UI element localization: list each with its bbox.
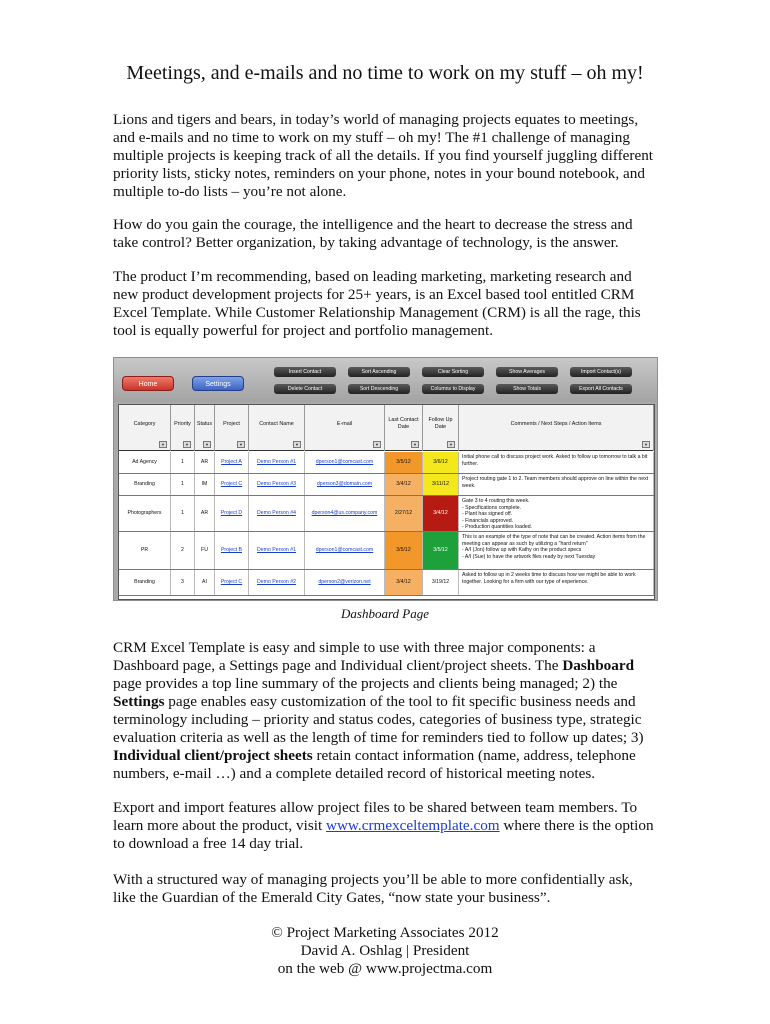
table-cell: 3/5/12 bbox=[423, 532, 459, 569]
table-row[interactable] bbox=[119, 532, 654, 570]
table-cell[interactable]: Demo Person #1 bbox=[249, 452, 305, 473]
filter-dropdown-icon[interactable]: ▼ bbox=[183, 441, 191, 448]
table-cell: 2/27/12 bbox=[385, 496, 423, 531]
components-paragraph: CRM Excel Template is easy and simple to use with three major components: a Dashboard page, a Settings page and Individual client/project sheets. The Dashboard page provides a top line summary of the projects and clients being managed; 2) the Settings page enables easy customization of the tool to fit specific business needs and terminology including – priority and status codes, categories of business type, strategic evaluation criteria as well as the length of time for reminders tied to follow up dates; 3) Individual client/project sheets retain contact information (name, address, telephone numbers, e-mail …) and a complete detailed record of historical meeting notes. bbox=[113, 639, 644, 782]
table-cell[interactable]: dperson1@comcast.com bbox=[305, 532, 385, 569]
table-cell[interactable]: Project C bbox=[215, 570, 249, 595]
table-cell: 3/5/12 bbox=[385, 452, 423, 473]
table-cell: Ad Agency bbox=[119, 452, 171, 473]
table-cell: Initial phone call to discuss project work. Asked to follow up tomorrow to talk a bit further. bbox=[459, 452, 654, 473]
dashboard-toolbar bbox=[114, 358, 658, 402]
contacts-table bbox=[118, 404, 655, 600]
dashboard-screenshot bbox=[113, 357, 658, 601]
closing-paragraph: With a structured way of managing projects you’ll be able to more confidentially ask, like the Guardian of the Emerald City Gates, “now state your business”. bbox=[113, 871, 633, 906]
column-header: Contact Name ▼ bbox=[249, 405, 305, 451]
filter-dropdown-icon[interactable]: ▼ bbox=[159, 441, 167, 448]
footer bbox=[0, 924, 770, 978]
filter-dropdown-icon[interactable]: ▼ bbox=[447, 441, 455, 448]
column-header: Category ▼ bbox=[119, 405, 171, 451]
table-cell: AR bbox=[195, 496, 215, 531]
table-cell[interactable]: Project B bbox=[215, 532, 249, 569]
table-cell[interactable]: dperson3@domain.com bbox=[305, 474, 385, 495]
table-row[interactable] bbox=[119, 496, 654, 532]
toolbar-button-columns-to-display[interactable]: Columns to Display bbox=[422, 384, 484, 394]
settings-button[interactable]: Settings bbox=[192, 376, 244, 391]
table-cell: AR bbox=[195, 452, 215, 473]
question-paragraph: How do you gain the courage, the intelligence and the heart to decrease the stress and take control? Better organization, by taking advantage of technology, is the answer. bbox=[113, 216, 633, 251]
table-cell: Gate 3 to 4 routing this week. - Specifications complete. - Plant has signed off. - Financials approved. - Production quantities loaded. bbox=[459, 496, 654, 531]
table-cell[interactable]: Demo Person #1 bbox=[249, 532, 305, 569]
home-button[interactable]: Home bbox=[122, 376, 174, 391]
toolbar-button-import-contact-s[interactable]: Import Contact(s) bbox=[570, 367, 632, 377]
table-cell[interactable]: Project A bbox=[215, 452, 249, 473]
copyright-line: © Project Marketing Associates 2012 bbox=[271, 924, 499, 941]
table-cell: IM bbox=[195, 474, 215, 495]
product-paragraph: The product I’m recommending, based on leading marketing, marketing research and new product development projects for 25+ years, is an Excel based tool entitled CRM Excel Template. While Customer Relationship Management (CRM) is all the rage, this tool is equally powerful for project and portfolio management. bbox=[113, 268, 641, 339]
toolbar-button-export-all-contacts[interactable]: Export All Contacts bbox=[570, 384, 632, 394]
table-cell: PR bbox=[119, 532, 171, 569]
filter-dropdown-icon[interactable]: ▼ bbox=[293, 441, 301, 448]
table-cell: 3/5/12 bbox=[385, 532, 423, 569]
author-line: David A. Oshlag | President bbox=[300, 942, 470, 959]
table-cell[interactable]: Demo Person #2 bbox=[249, 570, 305, 595]
table-cell: FU bbox=[195, 532, 215, 569]
filter-dropdown-icon[interactable]: ▼ bbox=[411, 441, 419, 448]
table-cell[interactable]: Project D bbox=[215, 496, 249, 531]
table-row[interactable] bbox=[119, 474, 654, 496]
figure-caption: Dashboard Page bbox=[341, 606, 429, 621]
column-header: Status ▼ bbox=[195, 405, 215, 451]
table-row[interactable] bbox=[119, 570, 654, 596]
column-header: Comments / Next Steps / Action Items ▼ bbox=[459, 405, 654, 451]
table-cell: 3/19/12 bbox=[423, 570, 459, 595]
table-cell: 2 bbox=[171, 532, 195, 569]
table-cell: Asked to follow up in 2 weeks time to discuss how we might be able to work together. Looking for a firm with our type of experience. bbox=[459, 570, 654, 595]
toolbar-button-insert-contact[interactable]: Insert Contact bbox=[274, 367, 336, 377]
toolbar-button-show-averages[interactable]: Show Averages bbox=[496, 367, 558, 377]
filter-dropdown-icon[interactable]: ▼ bbox=[373, 441, 381, 448]
table-cell[interactable]: dperson4@us.company.com bbox=[305, 496, 385, 531]
filter-dropdown-icon[interactable]: ▼ bbox=[237, 441, 245, 448]
table-cell: 3/11/12 bbox=[423, 474, 459, 495]
table-cell: 1 bbox=[171, 452, 195, 473]
toolbar-button-delete-contact[interactable]: Delete Contact bbox=[274, 384, 336, 394]
toolbar-button-sort-ascending[interactable]: Sort Ascending bbox=[348, 367, 410, 377]
table-cell: 3/4/12 bbox=[385, 570, 423, 595]
column-header: Project ▼ bbox=[215, 405, 249, 451]
website-line: on the web @ www.projectma.com bbox=[277, 960, 493, 977]
column-header: Priority ▼ bbox=[171, 405, 195, 451]
table-cell: Photographers bbox=[119, 496, 171, 531]
toolbar-button-clear-sorting[interactable]: Clear Sorting bbox=[422, 367, 484, 377]
table-cell: 3/4/12 bbox=[385, 474, 423, 495]
table-cell: 3/6/12 bbox=[423, 452, 459, 473]
table-cell: Branding bbox=[119, 474, 171, 495]
table-cell[interactable]: Demo Person #4 bbox=[249, 496, 305, 531]
table-cell: This is an example of the type of note that can be created. Action items from the meeting can appear as such by utilizing a "hard return" - A/I (Jon) follow up with Kathy on the product specs - A/I (Sue) to have the artwork files ready by next Tuesday bbox=[459, 532, 654, 569]
table-cell: 3 bbox=[171, 570, 195, 595]
column-header: Last Contact Date ▼ bbox=[385, 405, 423, 451]
table-cell[interactable]: dperson2@verizon.net bbox=[305, 570, 385, 595]
toolbar-button-sort-descending[interactable]: Sort Descending bbox=[348, 384, 410, 394]
export-paragraph: Export and import features allow project files to be shared between team members. To learn more about the product, visit www.crmexceltemplate.com where there is the option to download a free 14 day trial. bbox=[113, 799, 654, 852]
table-cell: 1 bbox=[171, 474, 195, 495]
table-row[interactable] bbox=[119, 452, 654, 474]
table-cell: Branding bbox=[119, 570, 171, 595]
filter-dropdown-icon[interactable]: ▼ bbox=[642, 441, 650, 448]
filter-dropdown-icon[interactable]: ▼ bbox=[203, 441, 211, 448]
table-header-row bbox=[119, 405, 654, 451]
table-cell: 1 bbox=[171, 496, 195, 531]
table-cell[interactable]: dperson1@comcast.com bbox=[305, 452, 385, 473]
table-cell: AI bbox=[195, 570, 215, 595]
table-cell: Project routing gate 1 to 2. Team members should approve on line within the next week. bbox=[459, 474, 654, 495]
product-link[interactable]: www.crmexceltemplate.com bbox=[326, 817, 500, 834]
table-cell: 3/4/12 bbox=[423, 496, 459, 531]
table-cell[interactable]: Project C bbox=[215, 474, 249, 495]
intro-paragraph: Lions and tigers and bears, in today’s world of managing projects equates to meetings, and e-mails and no time to work on my stuff – oh my! The #1 challenge of managing multiple projects is keeping track of all the details. If you find yourself juggling different priority lists, sticky notes, reminders on your phone, notes in your bound notebook, and multiple to-do lists – you’re not alone. bbox=[113, 111, 654, 200]
toolbar-button-show-totals[interactable]: Show Totals bbox=[496, 384, 558, 394]
page-title: Meetings, and e-mails and no time to work on my stuff – oh my! bbox=[126, 62, 644, 84]
table-cell[interactable]: Demo Person #3 bbox=[249, 474, 305, 495]
column-header: E-mail ▼ bbox=[305, 405, 385, 451]
column-header: Follow Up Date ▼ bbox=[423, 405, 459, 451]
